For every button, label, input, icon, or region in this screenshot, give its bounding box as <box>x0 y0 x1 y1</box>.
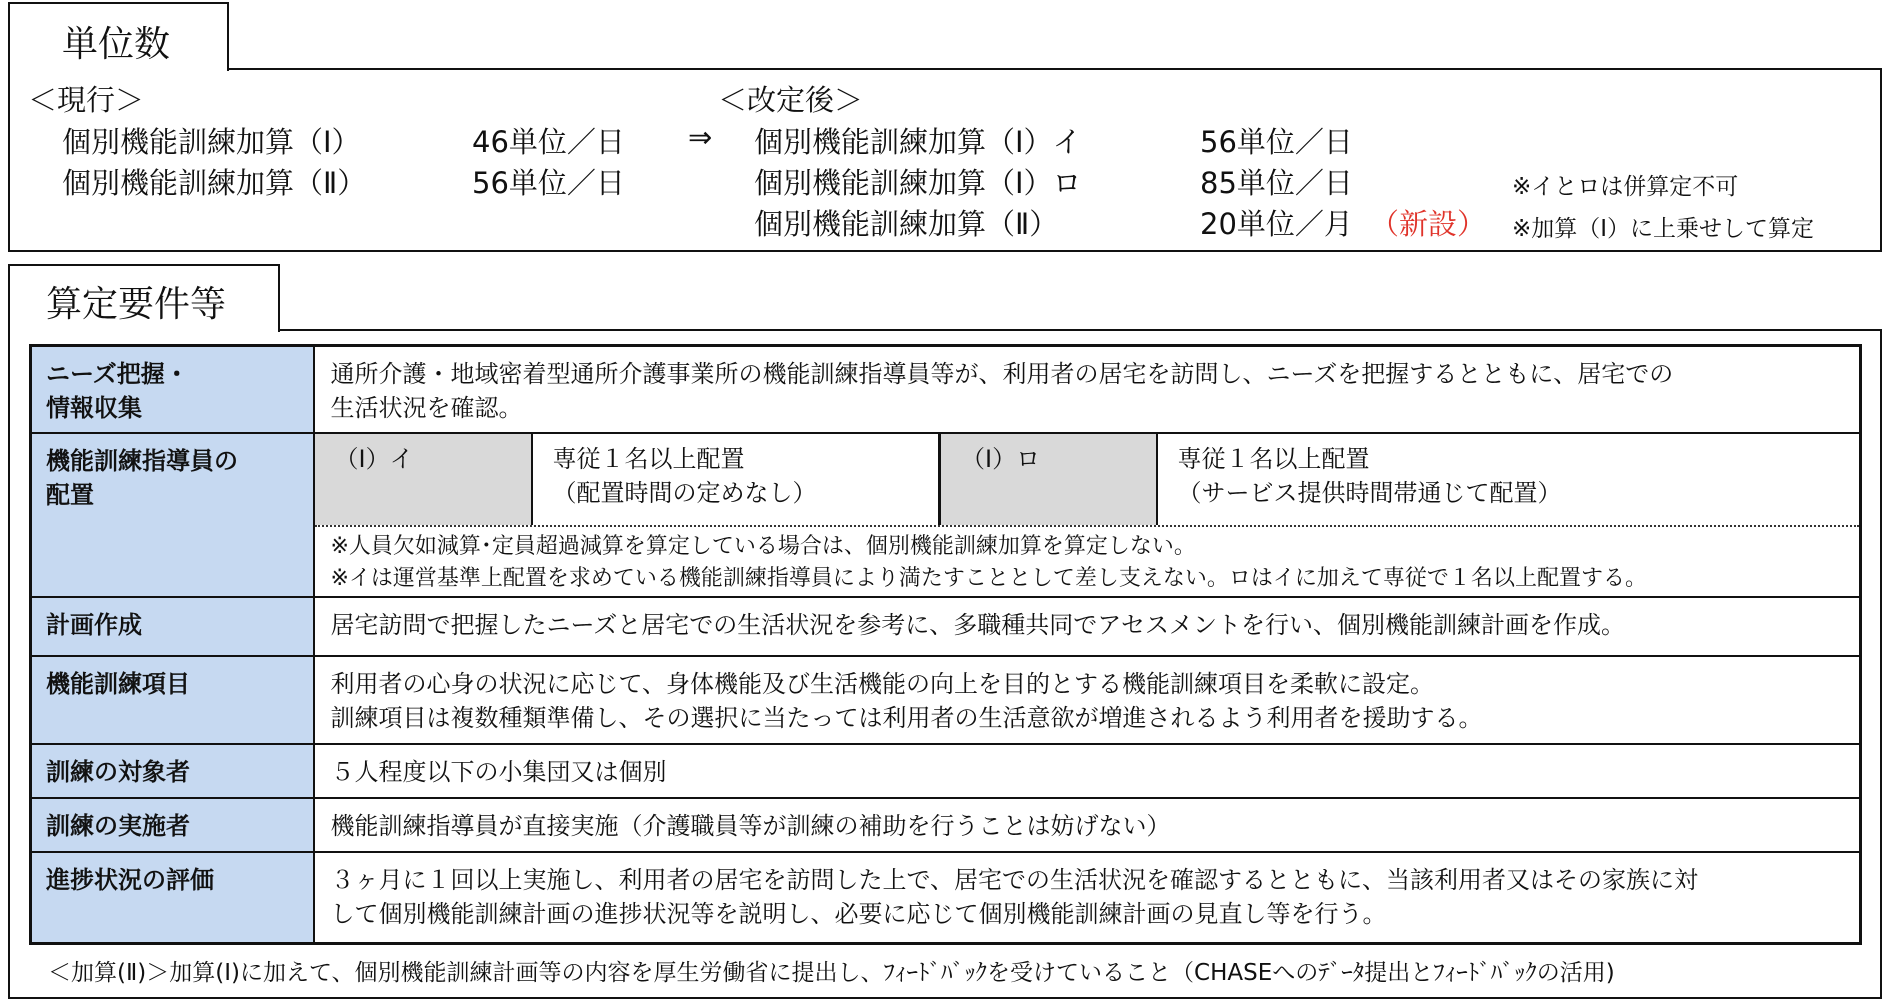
requirements-section-title: 算定要件等 <box>46 284 227 325</box>
current-item-1-units: 46単位／日 <box>472 125 625 159</box>
staff-i-label: （Ⅰ）イ <box>315 434 532 525</box>
revised-item-2-note: ※イとロは併算定不可 <box>1512 174 1739 200</box>
staff-ro-label: （Ⅰ）ロ <box>940 434 1157 525</box>
new-badge: （新設） <box>1370 207 1487 241</box>
row-executor <box>31 798 1861 852</box>
staff-notes: ※人員欠如減算･定員超過減算を算定している場合は、個別機能訓練加算を算定しない。 ※イは運営基準上配置を求めている機能訓練指導員により満たすこととして差し支えない。ロはイに加えて専従で１名以上配置する。 <box>315 525 1860 595</box>
revised-item-2-units: 85単位／日 <box>1200 166 1353 200</box>
staff-placement-table <box>315 434 1860 525</box>
row-items <box>31 656 1861 744</box>
staff-ro-text: 専従１名以上配置 （サービス提供時間帯通じて配置） <box>1157 434 1860 525</box>
current-label: ＜現行＞ <box>28 83 145 117</box>
row-progress <box>31 852 1861 943</box>
requirements-table <box>29 344 1862 945</box>
revised-item-3-note: ※加算（Ⅰ）に上乗せして算定 <box>1512 216 1815 242</box>
units-section-tab <box>8 2 229 71</box>
row-progress-head: 進捗状況の評価 <box>31 852 314 943</box>
current-item-1-name: 個別機能訓練加算（Ⅰ） <box>62 125 361 159</box>
revised-item-1-name: 個別機能訓練加算（Ⅰ）イ <box>754 125 1082 159</box>
arrow-symbol: ⇒ <box>688 120 713 154</box>
row-staff <box>31 433 1861 598</box>
row-target-content: ５人程度以下の小集団又は個別 <box>314 744 1861 798</box>
staff-i-text: 専従１名以上配置 （配置時間の定めなし） <box>532 434 940 525</box>
units-section-title: 単位数 <box>62 24 171 65</box>
current-item-2-name: 個別機能訓練加算（Ⅱ） <box>62 166 367 200</box>
row-plan <box>31 597 1861 655</box>
footer-note: ＜加算(Ⅱ)＞加算(Ⅰ)に加えて、個別機能訓練計画等の内容を厚生労働省に提出し、ﾌｨｰﾄﾞﾊﾞｯｸを受けていること（CHASEへのﾃﾞｰﾀ提出とﾌｨｰﾄﾞﾊﾞｯｸの活用) <box>48 960 1615 986</box>
row-target-head: 訓練の対象者 <box>31 744 314 798</box>
row-progress-content: ３ヶ月に１回以上実施し、利用者の居宅を訪問した上で、居宅での生活状況を確認するとともに、当該利用者又はその家族に対 して個別機能訓練計画の進捗状況等を説明し、必要に応じて個別機能訓練計画の見直し等を行う。 <box>314 852 1861 943</box>
row-staff-head: 機能訓練指導員の 配置 <box>31 433 314 598</box>
requirements-section-tab <box>8 264 280 332</box>
row-items-head: 機能訓練項目 <box>31 656 314 744</box>
row-needs-head: ニーズ把握・ 情報収集 <box>31 346 314 433</box>
revised-item-2-name: 個別機能訓練加算（Ⅰ）ロ <box>754 166 1082 200</box>
row-target <box>31 744 1861 798</box>
row-executor-head: 訓練の実施者 <box>31 798 314 852</box>
revised-item-3-units: 20単位／月 <box>1200 207 1353 241</box>
row-plan-content: 居宅訪問で把握したニーズと居宅での生活状況を参考に、多職種共同でアセスメントを行い、個別機能訓練計画を作成。 <box>314 597 1861 655</box>
row-needs <box>31 346 1861 433</box>
current-item-2-units: 56単位／日 <box>472 166 625 200</box>
row-executor-content: 機能訓練指導員が直接実施（介護職員等が訓練の補助を行うことは妨げない） <box>314 798 1861 852</box>
row-plan-head: 計画作成 <box>31 597 314 655</box>
revised-label: ＜改定後＞ <box>718 83 864 117</box>
row-items-content: 利用者の心身の状況に応じて、身体機能及び生活機能の向上を目的とする機能訓練項目を柔軟に設定。 訓練項目は複数種類準備し、その選択に当たっては利用者の生活意欲が増進されるよう利用者を援助する。 <box>314 656 1861 744</box>
revised-item-1-units: 56単位／日 <box>1200 125 1353 159</box>
row-staff-content <box>314 433 1861 598</box>
revised-item-3-name: 個別機能訓練加算（Ⅱ） <box>754 207 1059 241</box>
row-needs-content: 通所介護・地域密着型通所介護事業所の機能訓練指導員等が、利用者の居宅を訪問し、ニーズを把握するとともに、居宅での 生活状況を確認。 <box>314 346 1861 433</box>
